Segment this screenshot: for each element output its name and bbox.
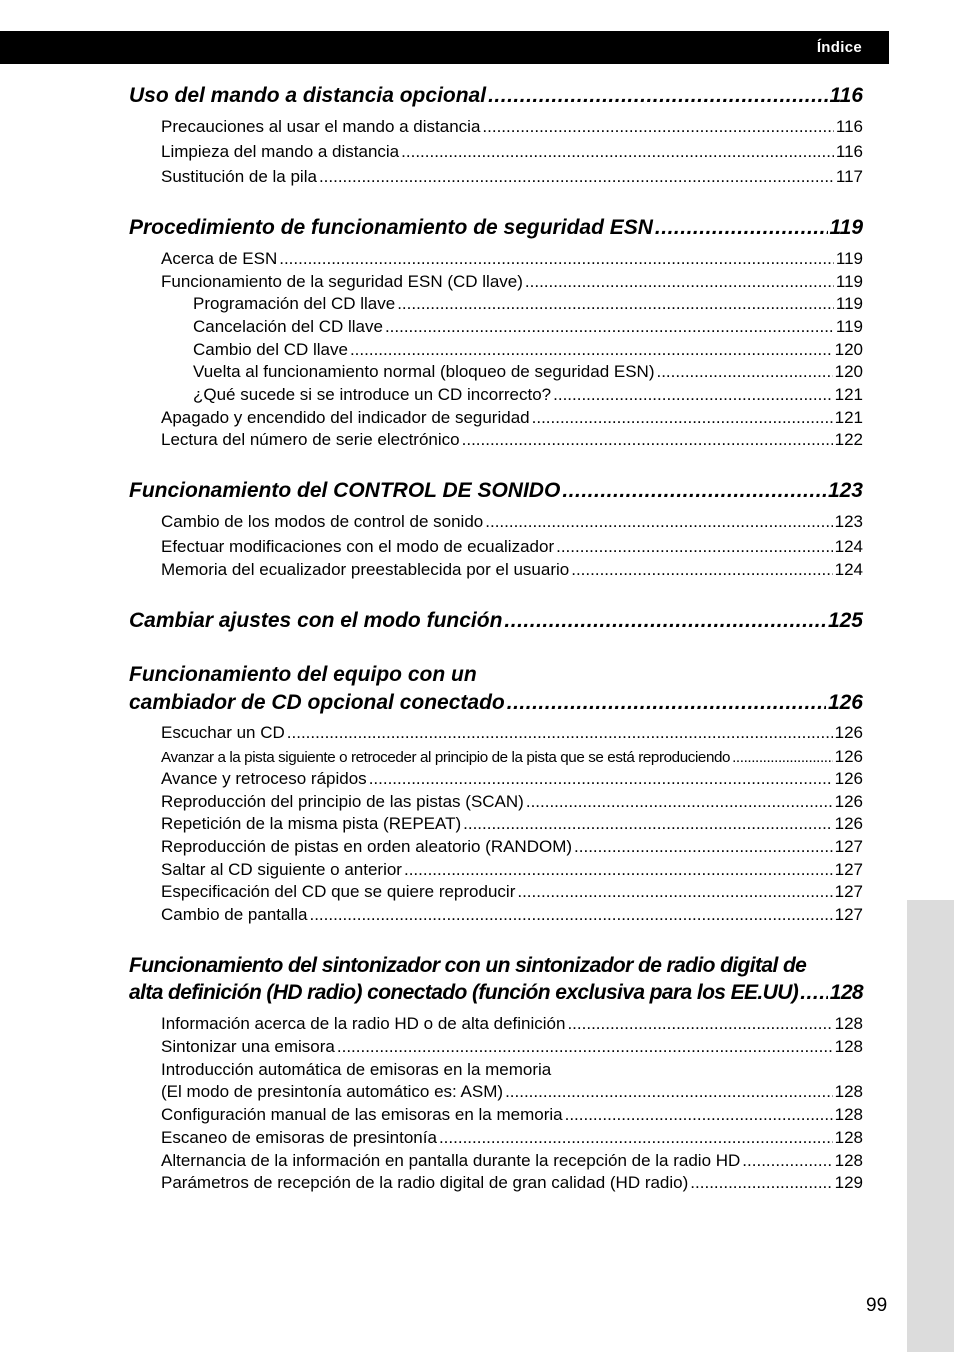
toc-entry[interactable]: Acerca de ESN ..... 119	[161, 249, 863, 269]
toc-entry[interactable]: Funcionamiento de la seguridad ESN (CD llave) ..... 119	[161, 272, 863, 292]
toc-section-heading[interactable]: Procedimiento de funcionamiento de seguridad ESN ..... 119	[129, 216, 863, 240]
toc-entry-line1: Introducción automática de emisoras en la memoria	[161, 1060, 552, 1079]
header-title: Índice	[816, 39, 862, 56]
toc-entry[interactable]: Escaneo de emisoras de presintonía ..... 128	[161, 1128, 863, 1148]
toc-entry[interactable]: Apagado y encendido del indicador de seguridad ..... 121	[161, 408, 863, 428]
toc-section-heading[interactable]: Uso del mando a distancia opcional ..... 116	[129, 84, 863, 108]
toc-subentry[interactable]: ¿Qué sucede si se introduce un CD incorrecto? ..... 121	[193, 385, 863, 405]
toc-entry[interactable]: Parámetros de recepción de la radio digital de gran calidad (HD radio) ..... 129	[161, 1173, 863, 1193]
toc-section-heading-line1: Funcionamiento del sintonizador con un sintonizador de radio digital de	[129, 954, 807, 977]
toc-entry[interactable]: Limpieza del mando a distancia ..... 116	[161, 142, 863, 162]
toc-entry[interactable]: Especificación del CD que se quiere reproducir ..... 127	[161, 882, 863, 902]
toc-entry[interactable]: Reproducción de pistas en orden aleatorio (RANDOM) ..... 127	[161, 837, 863, 857]
toc-entry[interactable]: Repetición de la misma pista (REPEAT) ..... 126	[161, 814, 863, 834]
toc-entry[interactable]: Sustitución de la pila ..... 117	[161, 167, 863, 187]
toc-subentry[interactable]: Cancelación del CD llave ..... 119	[193, 317, 863, 337]
toc-subentry[interactable]: Cambio del CD llave ..... 120	[193, 340, 863, 360]
toc-section-heading[interactable]: Cambiar ajustes con el modo función ..... 125	[129, 609, 863, 633]
toc-entry[interactable]: Saltar al CD siguiente o anterior ..... 127	[161, 860, 863, 880]
toc-entry[interactable]: Información acerca de la radio HD o de alta definición ..... 128	[161, 1014, 863, 1034]
header-bar	[0, 31, 889, 64]
toc-entry[interactable]: Memoria del ecualizador preestablecida por el usuario ..... 124	[161, 560, 863, 580]
toc-entry[interactable]: Configuración manual de las emisoras en la memoria ..... 128	[161, 1105, 863, 1125]
page-number: 99	[866, 1295, 888, 1316]
toc-entry[interactable]: Alternancia de la información en pantalla durante la recepción de la radio HD ..... 128	[161, 1151, 863, 1171]
side-thumb-tab	[907, 900, 954, 1352]
toc-entry[interactable]: Lectura del número de serie electrónico ..... 122	[161, 430, 863, 450]
toc-entry[interactable]: Cambio de pantalla ..... 127	[161, 905, 863, 925]
toc-section-heading[interactable]: cambiador de CD opcional conectado ..... 126	[129, 691, 863, 715]
toc-entry[interactable]: Efectuar modificaciones con el modo de ecualizador ..... 124	[161, 537, 863, 557]
toc-entry[interactable]: Cambio de los modos de control de sonido ..... 123	[161, 512, 863, 532]
toc-entry[interactable]: Avance y retroceso rápidos ..... 126	[161, 769, 863, 789]
toc-entry[interactable]: Sintonizar una emisora ..... 128	[161, 1037, 863, 1057]
toc-subentry[interactable]: Vuelta al funcionamiento normal (bloqueo de seguridad ESN) ..... 120	[193, 362, 863, 382]
toc-entry[interactable]: Precauciones al usar el mando a distancia ..... 116	[161, 117, 863, 137]
toc-section-heading[interactable]: Funcionamiento del CONTROL DE SONIDO ..... 123	[129, 479, 863, 503]
toc-entry[interactable]: Avanzar a la pista siguiente o retroceder al principio de la pista que se está reproduciendo ..... 126	[161, 747, 863, 767]
toc-entry[interactable]: (El modo de presintonía automático es: ASM) ..... 128	[161, 1082, 863, 1102]
toc-entry[interactable]: Reproducción del principio de las pistas (SCAN) ..... 126	[161, 792, 863, 812]
toc-section-heading-line1: Funcionamiento del equipo con un	[129, 663, 477, 686]
toc-entry[interactable]: Escuchar un CD ..... 126	[161, 723, 863, 743]
toc-subentry[interactable]: Programación del CD llave ..... 119	[193, 294, 863, 314]
toc-section-heading[interactable]: alta definición (HD radio) conectado (función exclusiva para los EE.UU) ..... 128	[129, 981, 863, 1005]
